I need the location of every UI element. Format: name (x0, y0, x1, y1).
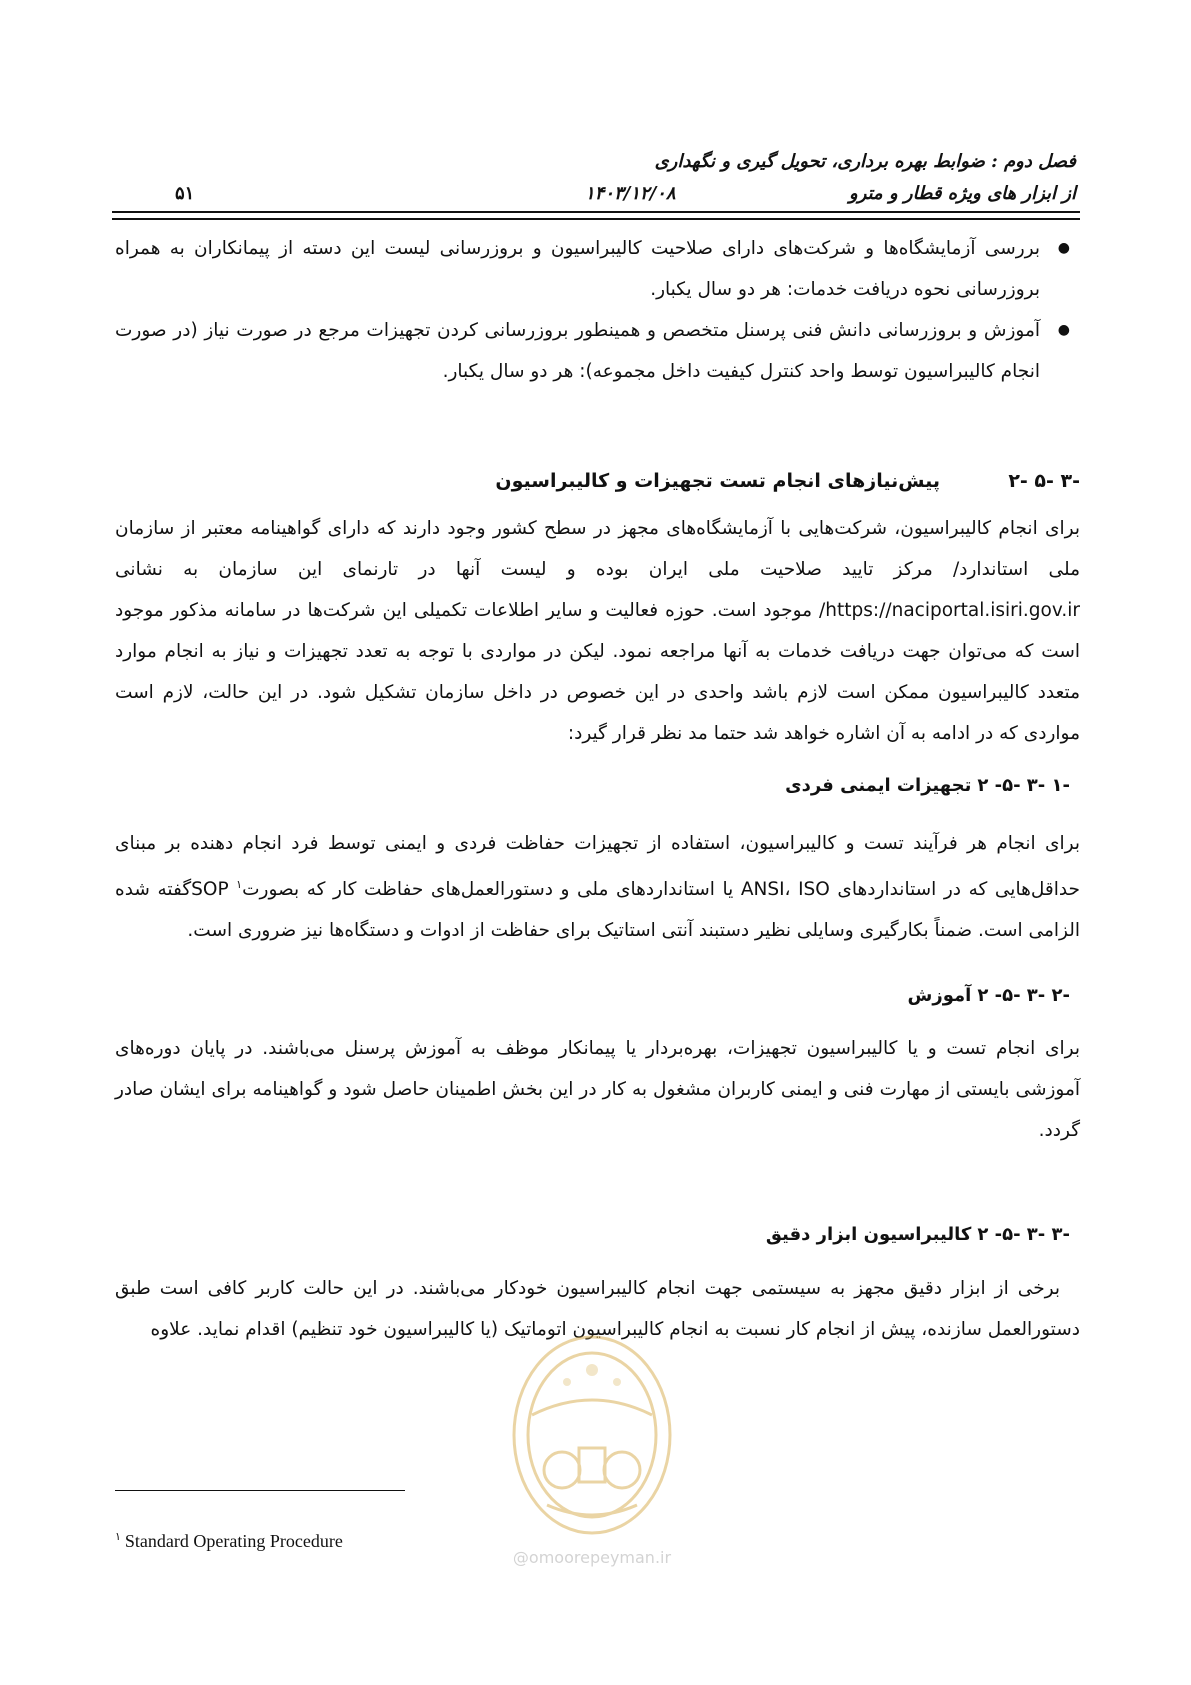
watermark-seal-icon (487, 1320, 697, 1540)
section-paragraph: برای انجام کالیبراسیون، شرکت‌هایی با آزمایشگاه‌های مجهز در سطح کشور وجود دارند که دارای گواهینامه معتبر از سازمان ملی استاندارد/ مرکز تایید صلاحیت ملی ایران بوده و لیست آنها در تارنمای این سازمان به نشانی https://naciportal.isiri.gov.ir/ موجود است. حوزه فعالیت و سایر اطلاعات تکمیلی این شرکت‌ها در سامانه مذکور موجود است که می‌توان جهت دریافت خدمات به آنها مراجعه نمود. لیکن در مواردی با توجه به تعدد تجهیزات و نیاز به انجام موارد متعدد کالیبراسیون ممکن است لازم باشد واحدی در این خصوص در داخل سازمان تشکیل شود. در این حالت، لازم است مواردی که در ادامه به آن اشاره خواهد شد حتما مد نظر قرار گیرد: (115, 518, 1080, 744)
subsection-title: آموزش (907, 985, 972, 1006)
chapter-title-line1: فصل دوم : ضوابط بهره برداری، تحویل گیری و نگهداری (654, 151, 1076, 172)
chapter-title-line2: از ابزار های ویژه قطار و مترو (849, 183, 1076, 204)
page-header (0, 0, 1191, 230)
subsection-paragraph (115, 823, 1080, 951)
footnote-reference[interactable]: ۱ (236, 878, 243, 891)
subsection-number: ۲ -۵- ۳- ۲- (977, 985, 1070, 1006)
bullet-text: بررسی آزمایشگاه‌ها و شرکت‌های دارای صلاحیت کالیبراسیون و بروزرسانی لیست این دسته از پیمانکاران به همراه بروزرسانی نحوه دریافت خدمات: هر دو سال یکبار. (115, 238, 1040, 300)
footnote (115, 1530, 343, 1552)
paragraph-text: SOPگفته شده الزامی است. ضمناً بکارگیری وسایلی نظیر دستبند آنتی استاتیک برای حفاظت از ادوات و دستگاه‌ها نیز ضروری است. (115, 879, 1080, 942)
subsection-paragraph: برخی از ابزار دقیق مجهز به سیستمی جهت انجام کالیبراسیون خودکار می‌باشند. در این حالت کاربر کافی است طبق دستورالعمل سازنده، پیش از انجام کار نسبت به انجام کالیبراسیون اتوماتیک (یا کالیبراسیون خود تنظیم) اقدام نماید. علاوه (115, 1278, 1080, 1340)
subsection-heading (908, 981, 1070, 1011)
bullet-icon: ● (1057, 322, 1070, 338)
header-divider (112, 211, 1080, 220)
subsection-heading (766, 1220, 1070, 1250)
bullet-item (115, 310, 1080, 392)
watermark-site: @omoorepeyman.ir (512, 1548, 672, 1567)
subsection-number: ۲ -۵- ۳- ۱- (977, 775, 1070, 796)
subsection-number: ۲ -۵- ۳- ۳- (977, 1224, 1070, 1245)
header-date: ۱۴۰۳/۱۲/۰۸ (585, 183, 676, 204)
bullet-item (115, 228, 1080, 310)
section-title: پیش‌نیازهای انجام تست تجهیزات و کالیبراسیون (495, 470, 940, 492)
watermark-seal (487, 1320, 697, 1570)
bullet-icon: ● (1057, 240, 1070, 256)
footnote-mark: ۱ (115, 1531, 121, 1543)
subsection-heading (785, 771, 1070, 801)
footnote-text: Standard Operating Procedure (124, 1531, 343, 1551)
section-number: ۲- ۵- ۳- (1008, 470, 1080, 492)
subsection-title: تجهیزات ایمنی فردی (785, 775, 972, 796)
subsection-paragraph: برای انجام تست و یا کالیبراسیون تجهیزات، بهره‌بردار یا پیمانکار موظف به آموزش پرسنل می‌باشند. در پایان دوره‌های آموزشی بایستی از مهارت فنی و ایمنی کاربران مشغول به کار در این بخش اطمینان حاصل شود و گواهینامه برای ایشان صادر گردد. (115, 1038, 1080, 1141)
page-number: ۵۱ (175, 183, 195, 204)
footnote-divider (115, 1490, 405, 1491)
bullet-text: آموزش و بروزرسانی دانش فنی پرسنل متخصص و همینطور بروزرسانی کردن تجهیزات مرجع در صورت نیاز (در صورت انجام کالیبراسیون توسط واحد کنترل کیفیت داخل مجموعه): هر دو سال یکبار. (115, 320, 1040, 382)
paragraph-text: برای انجام هر فرآیند تست و کالیبراسیون، استفاده از تجهیزات حفاظت فردی و ایمنی توسط فرد انجام دهنده بر مبنای حداقل‌هایی که در استانداردهای ANSI، ISO یا استانداردهای ملی و دستورالعمل‌های حفاظت کار که بصورت (115, 833, 1080, 901)
subsection-title: کالیبراسیون ابزار دقیق (765, 1224, 972, 1245)
